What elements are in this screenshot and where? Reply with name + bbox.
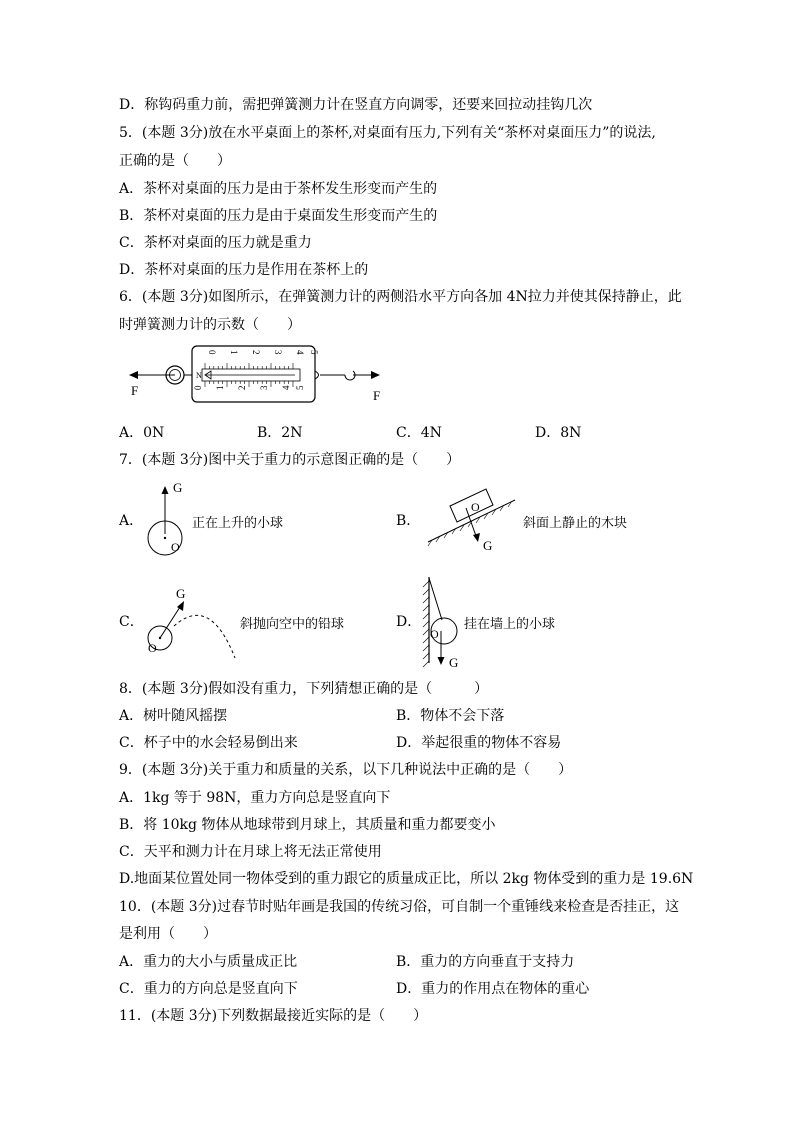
q6-option-c: C．4N bbox=[396, 425, 442, 441]
figure-7a-rising-ball bbox=[140, 478, 200, 568]
scale-bottom-5: 5 bbox=[295, 385, 305, 390]
q7-option-b-caption: 斜面上静止的木块 bbox=[523, 516, 628, 531]
spring-balance-figure bbox=[125, 338, 395, 408]
q7-option-d-caption: 挂在墙上的小球 bbox=[464, 617, 556, 632]
q10-option-d: D．重力的作用点在物体的重心 bbox=[396, 981, 590, 997]
q5-stem-line1: 5．(本题 3分)放在水平桌面上的茶杯,对桌面有压力,下列有关“茶杯对桌面压力”的说法, bbox=[119, 125, 656, 141]
force-left-label: F bbox=[131, 383, 139, 398]
q7-stem: 7．(本题 3分)图中关于重力的示意图正确的是（ ） bbox=[119, 452, 461, 468]
scale-bottom-3: 3 bbox=[259, 385, 269, 390]
q4-option-d: D．称钩码重力前，需把弹簧测力计在竖直方向调零，还要来回拉动挂钩几次 bbox=[119, 97, 593, 113]
scale-bottom-0: 0 bbox=[193, 385, 203, 390]
scale-top-4: 4 bbox=[295, 350, 305, 355]
g-label-b: G bbox=[483, 538, 493, 553]
q7-option-b-letter: B． bbox=[396, 513, 421, 529]
scale-bottom-4: 4 bbox=[281, 385, 291, 390]
g-label-a: G bbox=[173, 480, 183, 495]
q5-stem-line2: 正确的是（ ） bbox=[119, 153, 231, 169]
g-label-c: G bbox=[176, 586, 186, 601]
q8-option-b: B．物体不会下落 bbox=[396, 708, 505, 724]
q5-option-c: C．茶杯对桌面的压力就是重力 bbox=[119, 235, 312, 251]
q5-option-a: A．茶杯对桌面的压力是由于茶杯发生形变而产生的 bbox=[119, 181, 438, 197]
q6-stem-line1: 6．(本题 3分)如图所示，在弹簧测力计的两侧沿水平方向各加 4N拉力并使其保持静止，此 bbox=[119, 289, 682, 305]
q10-stem-line1: 10．(本题 3分)过春节时贴年画是我国的传统习俗，可自制一个重锤线来检查是否挂正，这 bbox=[119, 899, 680, 915]
q7-option-a-caption: 正在上升的小球 bbox=[192, 516, 284, 531]
o-label-c: O bbox=[148, 641, 157, 655]
q9-option-d: D.地面某位置处同一物体受到的重力跟它的质量成正比，所以 2kg 物体受到的重力是 19.6N bbox=[119, 871, 694, 887]
q8-option-c: C．杯子中的水会轻易倒出来 bbox=[119, 735, 298, 751]
q10-stem-line2: 是利用（ ） bbox=[119, 926, 217, 942]
force-right-label: F bbox=[373, 388, 381, 403]
q6-option-b: B．2N bbox=[257, 425, 303, 441]
q10-option-b: B．重力的方向垂直于支持力 bbox=[396, 954, 575, 970]
q8-option-a: A．树叶随风摇摆 bbox=[119, 708, 228, 724]
q8-stem: 8．(本题 3分)假如没有重力，下列猜想正确的是（ ） bbox=[119, 681, 489, 697]
q9-option-a: A．1kg 等于 98N，重力方向总是竖直向下 bbox=[119, 790, 391, 806]
figure-7b-block-on-incline bbox=[420, 480, 520, 555]
scale-top-1: 1 bbox=[229, 350, 239, 355]
pointer-label: N bbox=[196, 371, 202, 380]
q7-option-a-letter: A． bbox=[119, 513, 144, 529]
o-label-d: O bbox=[430, 627, 439, 641]
q7-option-c-caption: 斜抛向空中的铅球 bbox=[240, 617, 345, 632]
q8-option-d: D．举起很重的物体不容易 bbox=[396, 735, 562, 751]
q6-stem-line2: 时弹簧测力计的示数（ ） bbox=[119, 317, 301, 333]
scale-bottom-2: 2 bbox=[237, 385, 247, 390]
scale-ticks-top bbox=[205, 363, 293, 369]
scale-top-5: 5 bbox=[309, 350, 319, 355]
scale-top-2: 2 bbox=[251, 350, 261, 355]
q10-option-a: A．重力的大小与质量成正比 bbox=[119, 954, 298, 970]
q11-stem: 11．(本题 3分)下列数据最接近实际的是（ ） bbox=[119, 1008, 428, 1024]
q7-option-d-letter: D． bbox=[396, 614, 422, 630]
q9-option-b: B．将 10kg 物体从地球带到月球上，其质量和重力都要变小 bbox=[119, 817, 496, 833]
scale-top-0: 0 bbox=[207, 350, 217, 355]
q5-option-d: D．茶杯对桌面的压力是作用在茶杯上的 bbox=[119, 262, 369, 278]
q6-option-d: D．8N bbox=[535, 425, 582, 441]
q5-option-b: B．茶杯对桌面的压力是由于桌面发生形变而产生的 bbox=[119, 208, 438, 224]
figure-7c-projectile-shot bbox=[140, 580, 245, 665]
o-label-b: O bbox=[471, 500, 480, 514]
q9-option-c: C．天平和测力计在月球上将无法正常使用 bbox=[119, 844, 382, 860]
q10-option-c: C．重力的方向总是竖直向下 bbox=[119, 981, 298, 997]
q9-stem: 9．(本题 3分)关于重力和质量的关系，以下几种说法中正确的是（ ） bbox=[119, 762, 573, 778]
scale-top-3: 3 bbox=[273, 350, 283, 355]
o-label-a: O bbox=[171, 540, 180, 554]
scale-bottom-1: 1 bbox=[215, 385, 225, 390]
g-label-d: G bbox=[449, 655, 459, 670]
q6-option-a: A．0N bbox=[119, 425, 165, 441]
q7-option-c-letter: C． bbox=[119, 614, 144, 630]
